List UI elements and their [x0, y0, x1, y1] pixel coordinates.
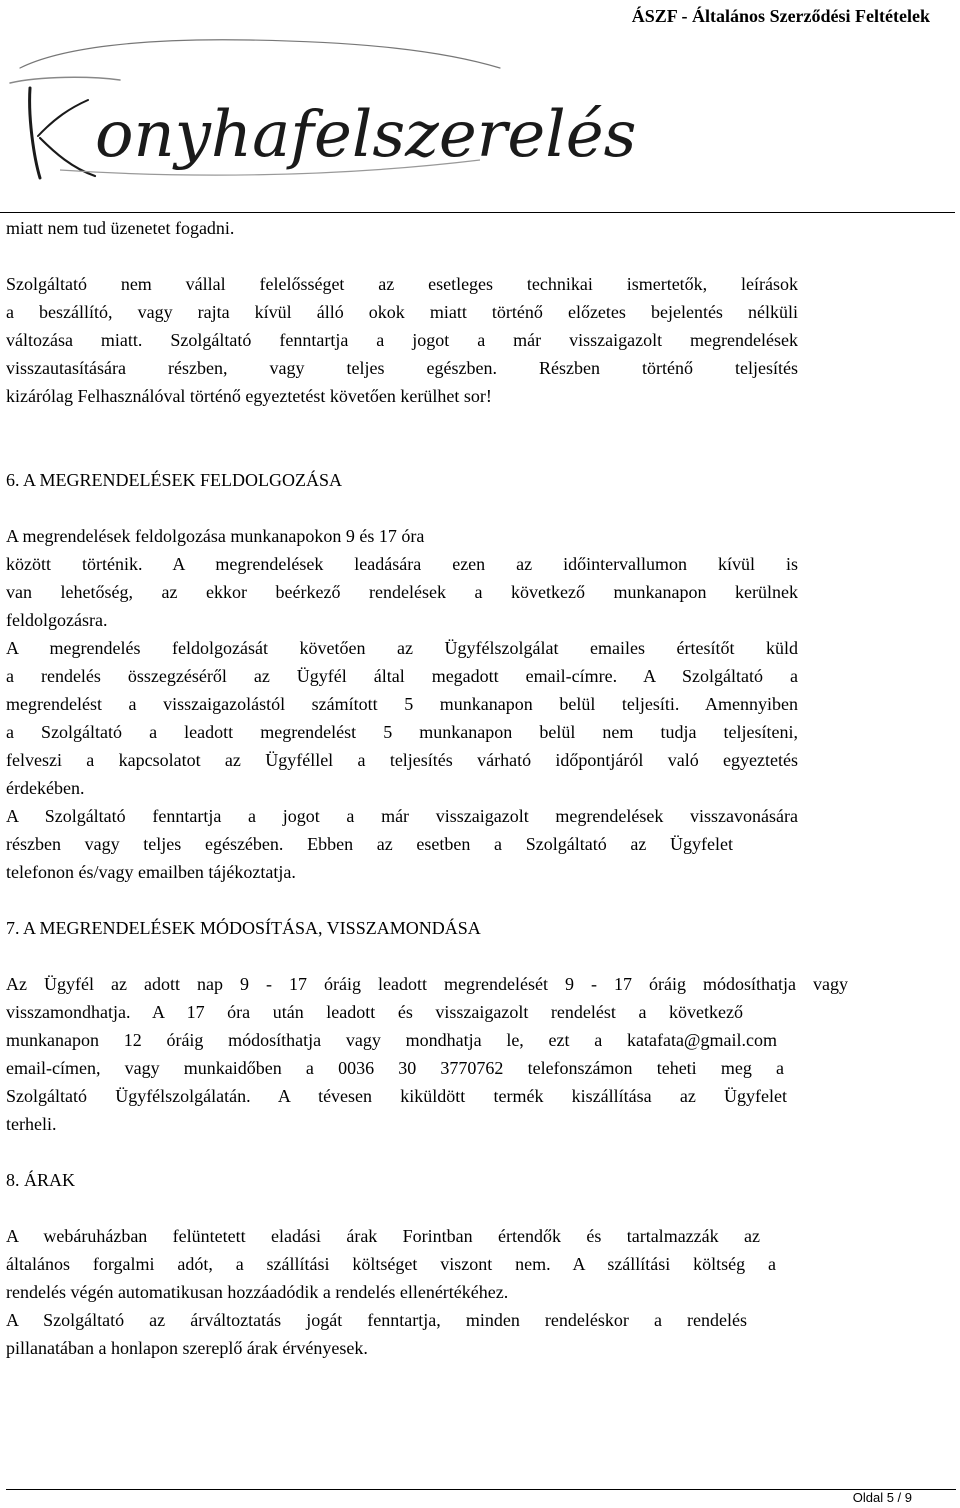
- text-line: telefonon és/vagy emailben tájékoztatja.: [6, 862, 296, 882]
- logo: [0, 28, 637, 193]
- text-line: visszamondhatja. A 17 óra után leadott és visszaigazolt rendelést a következő: [6, 1002, 743, 1022]
- text-line: email-címen, vagy munkaidőben a 0036 30 3770762 telefonszámon teheti meg a: [6, 1058, 784, 1078]
- text-line: A webáruházban felüntetett eladási árak Forintban értendők és tartalmazzák az: [6, 1226, 760, 1246]
- header-divider: [0, 212, 955, 213]
- text-line: A megrendelések feldolgozása munkanapokon 9 és 17 óra: [6, 526, 425, 546]
- text-line: kizárólag Felhasználóval történő egyeztetést követően kerülhet sor!: [6, 386, 492, 406]
- text-line: felveszi a kapcsolatot az Ügyféllel a teljesítés várható időpontjáról való egyeztetés: [6, 750, 798, 770]
- text-line: terheli.: [6, 1114, 57, 1134]
- text-line: rendelés végén automatikusan hozzáadódik a rendelés ellenértékéhez.: [6, 1282, 509, 1302]
- intro-line: miatt nem tud üzenetet fogadni.: [6, 218, 235, 238]
- section-heading: 8. ÁRAK: [6, 1170, 76, 1190]
- text-line: feldolgozásra.: [6, 610, 108, 630]
- footer-divider: [6, 1489, 956, 1490]
- section-body: [6, 522, 798, 886]
- text-line: a beszállító, vagy rajta kívül álló okok miatt történő előzetes bejelentés nélküli: [6, 302, 798, 322]
- page-content: [6, 214, 848, 1362]
- text-line: részben vagy teljes egészében. Ebben az esetben a Szolgáltató az Ügyfelet: [6, 834, 733, 854]
- section-heading: 6. A MEGRENDELÉSEK FELDOLGOZÁSA: [6, 470, 342, 490]
- text-line: érdekében.: [6, 778, 85, 798]
- text-line: visszautasítására részben, vagy teljes egészben. Részben történő teljesítés: [6, 358, 798, 378]
- text-line: a Szolgáltató a leadott megrendelést 5 munkanapon belül nem tudja teljesíteni,: [6, 722, 798, 742]
- intro-paragraph: [6, 270, 798, 410]
- text-line: Szolgáltató Ügyfélszolgálatán. A tévesen kiküldött termék kiszállítása az Ügyfelet: [6, 1086, 787, 1106]
- text-line: között történik. A megrendelések leadására ezen az időintervallumon kívül is: [6, 554, 798, 574]
- section-heading: 7. A MEGRENDELÉSEK MÓDOSÍTÁSA, VISSZAMONDÁSA: [6, 918, 481, 938]
- text-line: általános forgalmi adót, a szállítási költséget viszont nem. A szállítási költség a: [6, 1254, 776, 1274]
- text-line: van lehetőség, az ekkor beérkező rendelések a következő munkanapon kerülnek: [6, 582, 798, 602]
- text-line: Az Ügyfél az adott nap 9 - 17 óráig leadott megrendelését 9 - 17 óráig módosíthatja vagy: [6, 974, 848, 994]
- text-line: munkanapon 12 óráig módosíthatja vagy mondhatja le, ezt a katafata@gmail.com: [6, 1030, 777, 1050]
- text-line: változása miatt. Szolgáltató fenntartja a jogot a már visszaigazolt megrendelések: [6, 330, 798, 350]
- section-body: [6, 1222, 798, 1362]
- text-line: pillanatában a honlapon szereplő árak érvényesek.: [6, 1338, 368, 1358]
- section-body: [6, 970, 848, 1138]
- page-number: Oldal 5 / 9: [852, 1490, 912, 1505]
- text-line: A Szolgáltató az árváltoztatás jogát fenntartja, minden rendeléskor a rendelés: [6, 1310, 747, 1330]
- text-line: A megrendelés feldolgozását követően az Ügyfélszolgálat emailes értesítőt küld: [6, 638, 798, 658]
- text-line: A Szolgáltató fenntartja a jogot a már visszaigazolt megrendelések visszavonására: [6, 806, 798, 826]
- header-title: ÁSZF - Általános Szerződési Feltételek: [631, 6, 930, 26]
- text-line: megrendelést a visszaigazolástól számított 5 munkanapon belül teljesíti. Amennyiben: [6, 694, 798, 714]
- text-line: Szolgáltató nem vállal felelősséget az esetleges technikai ismertetők, leírások: [6, 274, 798, 294]
- logo-text: onyhafelszerelés: [95, 98, 637, 172]
- text-line: a rendelés összegzéséről az Ügyfél által megadott email-címre. A Szolgáltató a: [6, 666, 798, 686]
